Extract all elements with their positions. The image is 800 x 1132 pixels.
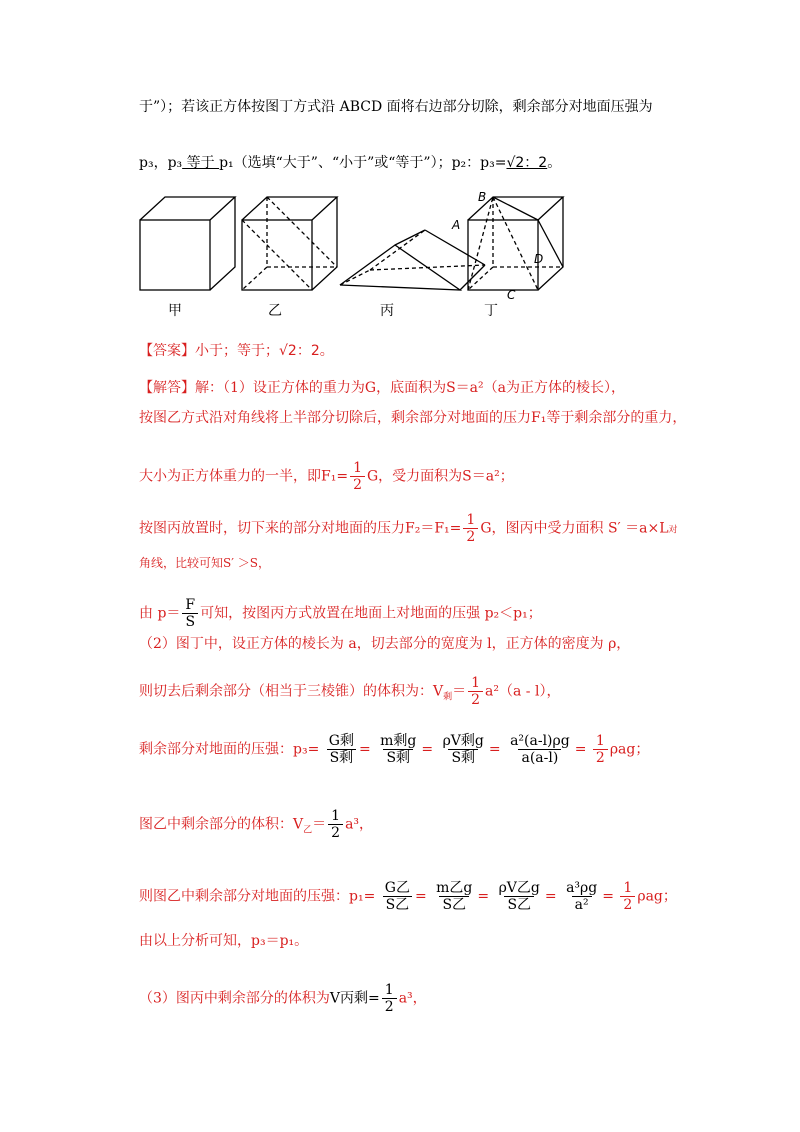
analysis-line-12: 由以上分析可知，p₃＝p₁。 [139,933,309,949]
vertex-d: D [534,252,544,266]
analysis-line-11: 则图乙中剩余部分对地面的压强：p₁= $\frac{\text{G乙}}{\text{S乙}}$ = $\frac{\text{m乙g}}{\text{S乙}}$ = $\frac{\text{ρV乙g}}{\text{S乙}}$ = $\frac{\text{a³ρg}}{\text{a²}}$ = $\frac{1}{2}$ ρag； [139,880,677,913]
intro-line-2: p₃，p₃ 等于 p₁（选填“大于”、“小于”或“等于”）；p₂：p₃=√2：2。 [139,155,562,171]
analysis-line-1: 【解答】解：（1）设正方体的重力为G，底面积为S＝a²（a为正方体的棱长）， [139,380,625,396]
analysis-line-7: （2）图丁中，设正方体的棱长为 a，切去部分的宽度为 l，正方体的密度为 ρ， [139,636,631,652]
label-yi: 乙 [268,303,282,319]
analysis-line-9: 剩余部分对地面的压强：p₃= $\frac{\text{G剩}}{\text{S剩}}$ = $\frac{\text{m剩g}}{\text{S剩}}$ = $\frac{\text{ρV剩g}}{\text{S剩}}$ = $\frac{\text{a²(a-l)ρg}}{a(a-l)}$ = $\frac{1}{2}$ ρag； [139,733,650,766]
analysis-tag: 【解答】 [139,380,195,396]
vertex-a: A [452,218,461,232]
vertex-b: B [478,190,487,204]
blank-answer-1: 等于 [182,155,220,171]
analysis-line-10: 图乙中剩余部分的体积：$V_乙=$ $\frac{1}{2}$ a³， [139,808,374,841]
analysis-line-5: 角线，比较可知S′ ＞S， [139,556,270,570]
blank-answer-2: √2：2 [506,155,548,171]
cube-figures [130,185,570,315]
analysis-line-3: 大小为正方体重力的一半，即F₁= $\frac{1}{2}$ G，受力面积为S＝a²； [139,460,514,493]
vertex-c: C [507,288,516,302]
analysis-line-8: 则切去后剩余部分（相当于三棱锥）的体积为：$V_剩=$ $\frac{1}{2}$ a²（a - l）， [139,675,561,708]
fraction-half: $\frac{1}{2}$ [463,512,478,545]
label-ding: 丁 [484,303,498,319]
cube-yi [242,197,337,290]
fraction-half: $\frac{1}{2}$ [468,675,483,708]
analysis-line-4: 按图丙放置时，切下来的部分对地面的压力F₂＝F₁= $\frac{1}{2}$ G，图丙中受力面积 S′ ＝a×L对 [139,512,678,545]
label-bing: 丙 [380,303,394,319]
intro-line-1: 于”）；若该正方体按图丁方式沿 ABCD 面将右边部分切除，剩余部分对地面压强为 [139,99,653,115]
analysis-line-6: 由 p＝ $\frac{F}{S}$ 可知，按图丙方式放置在地面上对地面的压强 p₂＜p₁； [139,597,542,630]
prism-bing [340,230,485,290]
analysis-line-13: （3）图丙中剩余部分的体积为V丙剩= $\frac{1}{2}$ a³， [139,982,427,1015]
analysis-line-2: 按图乙方式沿对角线将上半部分切除后，剩余部分对地面的压力F₁等于剩余部分的重力， [139,410,687,426]
answer-tag: 【答案】 [139,343,195,359]
fraction-f-over-s: $\frac{F}{S}$ [182,597,198,630]
label-jia: 甲 [168,303,182,319]
cube-ding [468,197,563,290]
cube-jia [140,197,235,290]
fraction-half: $\frac{1}{2}$ [350,460,365,493]
answer-text: 小于；等于；√2：2。 [195,343,334,359]
answer-line [139,341,334,361]
